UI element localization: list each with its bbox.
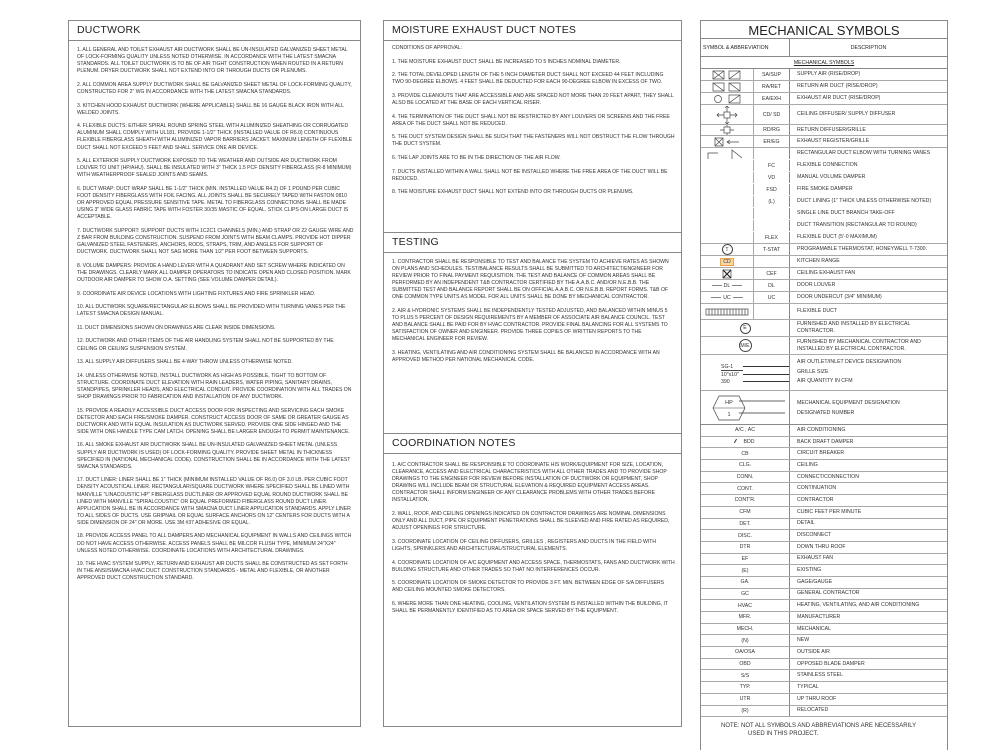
- symbol-row: [701, 268, 947, 280]
- symbol-abbreviation: VD: [754, 172, 790, 183]
- abbreviation-description: CONNECT/CONNECTION: [797, 473, 859, 480]
- abbreviation-row: [701, 706, 947, 718]
- equipment-row: [701, 391, 947, 425]
- air-device-symbol: [701, 355, 790, 390]
- duct-elbow-icon: [701, 148, 754, 159]
- abbreviation: [701, 647, 790, 658]
- abbreviation-rows: [701, 425, 947, 717]
- symbol-text: M/E: [739, 339, 752, 352]
- abbreviation-text: EF: [741, 555, 749, 562]
- symbol-description: DUCT LINING (1" THICK UNLESS OTHERWISE NOTED): [797, 198, 932, 204]
- note-item: 2. THE TOTAL DEVELOPED LENGTH OF THE 5 INCH DIAMETER DUCT SHALL NOT EXCEED 44 FEET INCLUDING TWO 90-DEGREE ELBOWS. 4 FEET SHALL BE DEDUCTED FOR EACH 90-DEGREE ELBOW IN EXCESS OF TWO.: [392, 72, 664, 86]
- abbreviation: [701, 612, 790, 623]
- symbols-subheading: [701, 57, 947, 69]
- note-item: 1. ALL GENERAL AND TOILET EXHAUST AIR DUCTWORK SHALL BE UN-INSULATED GALVANIZED SHEET METAL OF LOCK-FORMING QUALITY UNLESS NOTED OTHERWISE. IN ACCORDANCE WITH THE LATEST SMACNA STANDARDS. ALL TOILET DUCTWORK IS TO BE OF AIR TIGHT CONSTRUCTION WHEN ROUTED IN A RETURN PLENUM. DRYER DUCTWORK SHALL NOT EXTEND INTO OR THROUGH DUCTS OR PLENUMS.: [77, 47, 348, 75]
- abbreviation-row: [701, 495, 947, 507]
- symbol-abbreviation: (L): [754, 196, 790, 207]
- abbreviation: [701, 460, 790, 471]
- note-item: 13. ALL SUPPLY AIR DIFFUSERS SHALL BE 4-WAY THROW UNLESS OTHERWISE NOTED.: [77, 359, 293, 366]
- symbol-row: [701, 220, 947, 232]
- column-description-header: DESCRIPTION: [850, 45, 887, 51]
- note-item: 11. DUCT DIMENSIONS SHOWN ON DRAWINGS ARE CLEAR INSIDE DIMENSIONS.: [77, 324, 276, 331]
- abbreviation-text: GA.: [740, 579, 750, 586]
- note-item: 6. WHERE MORE THAN ONE HEATING, COOLING, VENTILATION SYSTEM IS INSTALLED WITHIN THE BUILDING, IT SHALL BE PERMANENTLY IDENTIFIED AS TO AREA OR SPACE SERVED BY THE EQUIPMENT.: [392, 600, 668, 614]
- air-device-line: [721, 364, 789, 371]
- equipment-number: 1: [727, 411, 731, 418]
- symbol-row: [701, 232, 947, 244]
- symbols-subheading-text: MECHANICAL SYMBOLS: [793, 60, 855, 66]
- abbreviation: [701, 495, 790, 506]
- abbreviation: [701, 682, 790, 693]
- note-item: 3. KITCHEN HOOD EXHAUST DUCTWORK (WHERE APPLICABLE) SHALL BE 16 GAUGE BLACK IRON WITH ALL WELDED JOINTS.: [77, 102, 344, 116]
- abbreviation-text: (R): [741, 707, 749, 714]
- symbol-row: [701, 172, 947, 184]
- symbol-row: [701, 337, 947, 355]
- exhaust-air-icon: [701, 93, 754, 104]
- abbreviation: [701, 542, 790, 553]
- abbreviation: [701, 425, 790, 436]
- symbol-description: FLEXIBLE CONNECTION: [797, 162, 858, 168]
- note-item: 8. VOLUME DAMPERS: PROVIDE A HAND LEVER WITH A QUADRANT AND SET SCREW WHERE INDICATED ON THE DRAWINGS. CLEARLY MARK ALL DAMPER OPERATORS TO INDICATE OPEN AND CLOSED POSITION. MARK OUTDOOR AIR DAMPER TO SHOW O.A. SETTING (SEE VOLUME DAMPER DETAIL).: [77, 262, 351, 283]
- abbreviation-text: (N): [741, 637, 749, 644]
- note-item: 7. DUCTWORK SUPPORT: SUPPORT DUCTS WITH 1C2C1 CHANNELS (MIN.) AND STRAP OR 22 GAUGE WIRE AND Z BAR FROM BUILDING CONSTRUCTION. SUSPEND FROM JOINTS WITH BEAM CLAMPS. PROVIDE HOT DIPPER GALVANIZED STEEL FASTENERS, ANCHORS, RODS, STRAPS, TRIM, AND ANGLES FOR SUPPORT OF DUCTWORK. DUCTWORK SHALL NOT SAG MORE THAN 1/2" PER FOOT BETWEEN SUPPORTS.: [77, 227, 354, 256]
- abbreviation-text: TYP.: [739, 684, 751, 691]
- note-item: 1. CONTRACTOR SHALL BE RESPONSIBLE TO TEST AND BALANCE THE SYSTEM TO ACHIEVE RATES AS SHOWN ON PLANS AND SCHEDULES. TEST/BALANCE RESULTS SHALL BE SUBMITTED TO ARCHITECT/ENGINEER FOR REVIEW PRIOR TO FINAL PAYMENT REQUISITION. THE TEST AND BALANCE OF COMMON AREAS SHALL BE PERFORMED BY AN INDEPENDENT T&B CONTRACTOR CERTIFIED BY THE A.A.B.C. AND/OR N.E.B.B. THE SUBMITTED TEST AND BALANCE REPORT SHALL BE ON OFFICIAL A.A.B.C. OR N.E.B.B. REPORT FORMS. T&B OF ONE COMMON TYPE UNITS AS MODEL FOR ALL UNITS SHALL BE DONE BY MECHANICAL CONTRACTOR.: [392, 259, 669, 301]
- abbreviation: [701, 507, 790, 518]
- note-item: 9. COORDINATE AIR DEVICE LOCATIONS WITH LIGHTING FIXTURES AND FIRE SPRINKLER HEAD.: [77, 290, 316, 297]
- note-item: 1. THE MOISTURE EXHAUST DUCT SHALL BE INCREASED TO 5 INCHES NOMINAL DIAMETER.: [392, 58, 621, 65]
- note-item: 6. THE LAP JOINTS ARE TO BE IN THE DIRECTION OF THE AIR FLOW.: [392, 154, 561, 161]
- symbol-description: DOOR LOUVER: [797, 282, 836, 288]
- symbol-row: [701, 184, 947, 196]
- abbreviation-description: CIRCUIT BREAKER: [797, 450, 845, 457]
- note-item: 4. THE TERMINATION OF THE DUCT SHALL NOT BE RESTRICTED BY ANY LOUVERS OR SCREENS AND THE FREE AREA OF THE DUCT SHALL NOT BE REDUCED.: [392, 113, 670, 127]
- abbreviation: [701, 437, 790, 448]
- symbol-row: [701, 93, 947, 105]
- note-line: USED IN THIS PROJECT.: [748, 731, 819, 738]
- abbreviation-text: UTR: [739, 696, 751, 703]
- abbreviation-text: GC: [741, 590, 749, 597]
- abbreviation-row: [701, 694, 947, 706]
- abbreviation-description: HEATING, VENTILATING, AND AIR CONDITIONING: [797, 602, 920, 609]
- note-item: 16. ALL SMOKE EXHAUST AIR DUCTWORK SHALL BE UN-INSULATED GALVANIZED SHEET METAL (UNLESS SUPPLY AIR DUCTWORK IS USED) OF LOCK-FORMING QUALITY. PROVIDE SHEET METAL IN THICKNESS SPECIFIED IN (NATIONAL MECHANICAL CODE). CONSTRUCTION SHALL BE IN ACCORDANCE WITH THE LATEST SMACNA STANDARDS.: [77, 442, 351, 470]
- abbreviation: [701, 659, 790, 670]
- symbol-row: [701, 81, 947, 93]
- symbol-abbreviation: UC: [754, 292, 790, 303]
- abbreviation-text: MFR.: [738, 614, 752, 621]
- ceiling-exhaust-fan-icon: [701, 268, 754, 279]
- note-item: 14. UNLESS OTHERWISE NOTED, INSTALL DUCTWORK AS HIGH AS POSSIBLE, TIGHT TO BOTTOM OF STRUCTURE. COORDINATE DUCT ELEVATION WITH RAIN LEADERS, WATER PIPING, SANITARY DRAINS, STANDPIPES, SPRINKLER HEADS, AND ELECTRICAL CONDUIT. PROVIDE COORDINATION WITH ALL TRADES ON SHOP DRAWINGS PRIOR TO FABRICATION AND INSTALLATION OF ANY DUCTWORK.: [77, 372, 352, 400]
- abbreviation: [701, 635, 790, 646]
- symbols-title: MECHANICAL SYMBOLS: [701, 21, 947, 39]
- note-item: 10. ALL DUCTWORK SQUARE/RECTANGULAR ELBOWS SHALL BE PROVIDED WITH TURNING VANES PER THE LATEST SMACNA DESIGN MANUAL.: [77, 304, 346, 318]
- symbol-row: [701, 160, 947, 172]
- symbol-cell: [701, 232, 754, 243]
- air-device-designation: SG-1: [721, 364, 743, 371]
- symbol-row: [701, 256, 947, 268]
- abbreviation-row: [701, 472, 947, 484]
- note-item: 5. COORDINATE LOCATION OF SMOKE DETECTOR TO PROVIDE 3 FT. MIN. BETWEEN EDGE OF S/A DIFFUSERS AND CEILING MOUNTED SMOKE DETECTORS.: [392, 580, 665, 594]
- abbreviation: [701, 624, 790, 635]
- note-item: 8. THE MOISTURE EXHAUST DUCT SHALL NOT EXTEND INTO OR THROUGH DUCTS OR PLENUMS.: [392, 189, 634, 196]
- desc: AIR QUANTITY IN CFM: [797, 378, 853, 385]
- flexible-duct-icon: [701, 304, 754, 319]
- symbol-text: E: [740, 323, 751, 334]
- symbol-abbreviation: [754, 208, 790, 219]
- ductwork-panel: [68, 20, 361, 727]
- abbreviation-text: MECH.: [736, 626, 754, 633]
- kitchen-range-icon: [701, 256, 754, 267]
- testing-notes: [384, 253, 681, 364]
- note-item: 3. PROVIDE CLEANOUTS THAT ARE ACCESSIBLE AND ARE SPACED NOT MORE THAN 20 FEET APART, THEY SHALL ALSO BE LOCATED AT THE BASE OF EACH VERTICAL RISER.: [392, 92, 674, 106]
- note-item: 5. THE DUCT SYSTEM DESIGN SHALL BE SUCH THAT THE FASTENERS WILL NOT OBSTRUCT THE FLOW THROUGH THE DUCT SYSTEM.: [392, 134, 675, 148]
- note-item: 18. PROVIDE ACCESS PANEL TO ALL DAMPERS AND MECHANICAL EQUIPMENT IN WALLS AND CEILINGS WITCH DO NOT HAVE ACCESS OTHERWISE. ACCESS PANELS SHALL BE MILCOR FLUSH TYPE, MINIMUM 24"X24" UNLESS NOTED OTHERWISE. COORDINATE LOCATIONS WITH ARCHITECTURAL DRAWINGS.: [77, 533, 352, 554]
- abbreviation-description: DETAIL: [797, 520, 815, 527]
- note-item: 2. AIR & HYDRONIC SYSTEMS SHALL BE INDEPENDENTLY TESTED ADJUSTED, AND BALANCED WITHIN MINUS 5 TO PLUS 5 PERCENT OF DESIGN REQUIREMENTS BY A MEMBER OF ASSOCIATE AIR BALANCE COUNCIL. TEST AND BALANCE SHALL BE PAID FOR BY HVAC CONTRACTOR. PROVIDE FINAL BALANCING FOR ALL SYSTEMS TO SATISFACTION OF OWNER AND ENGINEER. PROVIDE THREE COPIES OF WRITTEN REPORTS TO THE MECHANICAL ENGINEER FOR REVIEW.: [392, 308, 668, 343]
- door-undercut-icon: [701, 292, 754, 303]
- abbreviation-row: [701, 612, 947, 624]
- abbreviation-row: [701, 647, 947, 659]
- symbol-cell: [701, 160, 754, 171]
- abbreviation-description: MECHANICAL: [797, 625, 832, 632]
- abbreviation-description: BACK DRAFT DAMPER: [797, 438, 854, 445]
- abbreviation-row: [701, 425, 947, 437]
- abbreviation: [701, 670, 790, 681]
- abbreviation: [701, 694, 790, 705]
- air-device-grille-size: 10"x10": [721, 371, 739, 378]
- note-item: 15. PROVIDE A READILY ACCESSIBLE DUCT ACCESS DOOR FOR INSPECTING AND SERVICING EACH SMOKE DETECTOR AND EACH FIRE/SMOKE DAMPER. CONSTRUCT ACCESS DOOR OF SAME OR GREATER GAUGE AS DUCTWORK AND WITH EQUAL INSULATION AS DUCTWORK SERVED. PROVIDE ONE SIDE HINGED AND THE SIDE WITH ONE HANDLE TYPE CAM LATCH. OPENING SHALL BE LARGER ENOUGH TO PERMIT MAINTENANCE.: [77, 407, 350, 435]
- symbol-description: SUPPLY AIR (RISE/DROP): [797, 71, 861, 77]
- equipment-hexagon-icon: [701, 391, 790, 424]
- symbol-description: FURNISHED AND INSTALLED BY ELECTRICAL CONTRACTOR.: [797, 321, 911, 334]
- note-item: 3. COORDINATE LOCATION OF CEILING DIFFUSERS, GRILLES , REGISTERS AND DUCTS IN THE FIELD WITH LIGHTS, SPRINKLERS AND ARCHITECTURAL/STRUCTURAL ELEMENTS.: [392, 538, 657, 552]
- symbol-row: [701, 304, 947, 320]
- symbol-text: CD: [720, 258, 734, 266]
- symbol-row: [701, 148, 947, 160]
- ductwork-notes: [69, 41, 360, 583]
- symbol-abbreviation: FSD: [754, 184, 790, 195]
- leader-arrow-icon: [743, 381, 789, 382]
- symbol-abbreviation: CEF: [754, 268, 790, 279]
- abbreviation-description: GAGE/GAUGE: [797, 578, 833, 585]
- abbreviation-description: DOWN THRU ROOF: [797, 543, 846, 550]
- symbol-abbreviation: [754, 148, 790, 159]
- abbreviation-description: AIR CONDITIONING: [797, 426, 846, 433]
- abbreviation-description: CONTRACTOR: [797, 496, 834, 503]
- symbol-row: [701, 105, 947, 125]
- note-line: NOTE: NOT ALL SYMBOLS AND ABBREVIATIONS ARE NECESSARILY: [721, 723, 917, 730]
- note-item: 5. ALL EXTERIOR SUPPLY DUCTWORK EXPOSED TO THE WEATHER AND OUTSIDE AIR DUCTWORK FROM LOUVER TO UNIT (HP/AHU). SHALL BE INSULATED WITH 3" THICK 1.5 PCF DENSITY FIBERGLASS (R-8 MINIMUM) WITH WEATHERPROOF SEALED JOINTS AND SEAMS.: [77, 158, 352, 179]
- symbols-note: [701, 717, 947, 738]
- return-diffuser-icon: [701, 125, 754, 135]
- abbreviation: [701, 519, 790, 530]
- abbreviation-description: OPPOSED BLADE DAMPER: [797, 660, 865, 667]
- note-item: 12. DUCTWORK AND OTHER ITEMS OF THE AIR HANDLING SYSTEM SHALL NOT BE SUPPORTED BY THE CEILING OR CEILING SUSPENSION SYSTEM.: [77, 338, 334, 352]
- abbreviation-text: CONT.: [737, 485, 753, 492]
- symbol-description: FIRE SMOKE DAMPER: [797, 186, 853, 192]
- abbreviation-row: [701, 635, 947, 647]
- symbol-abbreviation: SA/SUP: [754, 69, 790, 80]
- abbreviation-row: [701, 554, 947, 566]
- abbreviation-text: CONN.: [736, 474, 754, 481]
- column-symbol-header: SYMBOL & ABBREVIATION: [701, 39, 790, 56]
- abbreviation-text: A/C , AC: [735, 427, 755, 434]
- testing-section: [384, 232, 681, 371]
- equipment-label: HP: [725, 399, 733, 406]
- symbol-row: [701, 292, 947, 304]
- symbol-description: RETURN DIFFUSER/GRILLE: [797, 126, 866, 133]
- abbreviation-description: RELOCATED: [797, 707, 829, 714]
- symbol-description: DOOR UNDERCUT (3/4" MINIMUM): [797, 294, 882, 300]
- air-device-line: [721, 372, 789, 378]
- note-item: 1. A/C CONTRACTOR SHALL BE RESPONSIBLE TO COORDINATE HIS WORK/EQUIPMENT FOR SIZE, LOCATION, CLEARANCE, ACCESS AND ELECTRICAL CHARACTERISTICS WITH ALL OTHER TRADES AND TO PROVIDE SHOP DRAWINGS TO THE ENGINEER FOR REVIEW BEFORE INSTALLATION OF DUCTWORK OR EQUIPMENT, SHOP DRAWING WILL INCLUDE BEAM OR STRUCTURAL ELEVATION & REQUIRED EQUIPMENT ACCESS AREAS. CONTRACTOR SHALL INFORM ENGINEER OF ANY CLEARANCE PROBLEMS WITH OTHER TRADES BEFORE INSTALLATION.: [392, 462, 667, 504]
- equipment-descriptions: [790, 391, 947, 424]
- mechanical-symbols-panel: [700, 20, 948, 750]
- abbreviation-row: [701, 589, 947, 601]
- abbreviation-text: CONT'R.: [734, 497, 756, 504]
- symbol-description: CEILING DIFFUSER/ SUPPLY DIFFUSER: [797, 111, 896, 117]
- moisture-notes: [384, 41, 681, 196]
- symbol-text: DL: [712, 283, 743, 289]
- abbreviation-row: [701, 448, 947, 460]
- abbreviation-description: UP THRU ROOF: [797, 695, 837, 702]
- abbreviation-text: BDD: [743, 439, 755, 446]
- abbreviation-description: TYPICAL: [797, 683, 819, 690]
- symbol-row: [701, 125, 947, 136]
- symbol-description: EXHAUST AIR DUCT (RISE/DROP): [797, 95, 881, 101]
- desc: DESIGNATED NUMBER: [797, 409, 855, 416]
- symbol-row: [701, 280, 947, 292]
- moisture-section: [384, 21, 681, 203]
- symbol-abbreviation: [754, 220, 790, 231]
- symbol-description: FLEXIBLE DUCT: [797, 308, 838, 314]
- symbol-cell: [701, 172, 754, 183]
- supply-air-icon: [701, 69, 754, 80]
- abbreviation: [701, 448, 790, 459]
- symbol-description: KITCHEN RANGE: [797, 258, 840, 264]
- abbreviation: [701, 600, 790, 611]
- abbreviation-row: [701, 600, 947, 612]
- abbreviation-description: CONTINUATION: [797, 485, 837, 492]
- desc: MECHANICAL EQUIPMENT DESIGNATION: [797, 399, 900, 406]
- abbreviation-text: HVAC: [737, 602, 753, 609]
- note-item: 2. WALL, ROOF, AND CEILING OPENINGS INDICATED ON CONTRACTOR DRAWINGS ARE NOMINAL DIMENSIONS ONLY AND ALL DUCT, PIPE OR EQUIPMENT PENETRATIONS SHALL BE SLEEVED AND FIRE RATED AS REQUIRED, ADJUST OPENINGS FOR STRUCTURE.: [392, 511, 670, 532]
- coordination-heading: COORDINATION NOTES: [384, 434, 681, 454]
- moisture-heading: MOISTURE EXHAUST DUCT NOTES: [384, 21, 681, 41]
- symbol-cell: [701, 220, 754, 231]
- symbols-column-headers: [701, 39, 947, 57]
- notes-panel: [383, 20, 682, 727]
- abbreviation-description: DISCONNECT: [797, 532, 832, 539]
- ductwork-heading: DUCTWORK: [69, 21, 360, 41]
- symbol-description: PROGRAMABLE THERMOSTAT, HONEYWELL T-7300.: [797, 246, 928, 252]
- symbol-description: FURNISHED BY MECHANICAL CONTRACTOR AND INSTALLED BY ELECTRICAL CONTRACTOR.: [797, 338, 921, 352]
- note-item: 19. THE HVAC SYSTEM SUPPLY, RETURN AND EXHAUST AIR DUCTS SHALL BE CONSTRUCTED AS SET FORTH IN THE ANSI/SMACNA HVAC DUCT CONSTRUCTION STANDARDS - METAL AND FLEXIBLE, OR ANOTHER APPROVED DUCT CONSTRUCTION STANDARD.: [77, 561, 348, 582]
- coordination-notes: [384, 454, 681, 615]
- symbol-cell: [701, 196, 754, 207]
- symbol-row: [701, 208, 947, 220]
- symbol-cell: [701, 208, 754, 219]
- abbreviation: [701, 483, 790, 494]
- return-air-icon: [701, 81, 754, 92]
- abbreviation-row: [701, 659, 947, 671]
- ceiling-diffuser-icon: [701, 105, 754, 124]
- symbol-description: RETURN AIR DUCT (RISE/DROP): [797, 83, 878, 89]
- symbol-row: [701, 244, 947, 256]
- abbreviation-row: [701, 565, 947, 577]
- symbol-row: [701, 196, 947, 208]
- symbol-text: T: [722, 244, 733, 255]
- symbol-abbreviation: T-STAT: [754, 244, 790, 255]
- abbreviation-description: NEW: [797, 637, 810, 644]
- abbreviation-text: DET.: [739, 520, 751, 527]
- abbreviation-row: [701, 577, 947, 589]
- symbol-abbreviation: [754, 256, 790, 267]
- symbol-description: EXHAUST REGISTER/GRILLE: [797, 138, 870, 144]
- abbreviation: [701, 565, 790, 576]
- symbol-description: SINGLE LINE DUCT BRANCH TAKE-OFF: [797, 210, 895, 216]
- symbol-description: RECTANGULAR DUCT ELBOW WITH TURNING VANES: [797, 150, 931, 156]
- abbreviation-description: EXHAUST FAN: [797, 555, 833, 562]
- note-item: 2. ALL COMMON AREA SUPPLY DUCTWORK SHALL BE GALVANIZED SHEET METAL OF LOCK-FORMING QUALITY, CONSTRUCTED FOR 2" WG IN ACCORDANCE WITH THE LATEST SMACNA STANDARDS.: [77, 81, 352, 95]
- thermostat-icon: [701, 244, 754, 255]
- abbreviation-text: DTR: [739, 544, 751, 551]
- abbreviation-text: CB: [741, 450, 749, 457]
- electrical-contractor-icon: [701, 320, 790, 336]
- abbreviation-text: CFM: [739, 509, 751, 516]
- abbreviation-row: [701, 460, 947, 472]
- abbreviation-description: EXISTING: [797, 567, 822, 574]
- desc: AIR OUTLET/INLET DEVICE DESIGNATION: [797, 359, 902, 366]
- abbreviation-text: DISC.: [738, 532, 752, 539]
- air-device-cfm: 390: [721, 378, 730, 385]
- symbol-abbreviation: [754, 304, 790, 319]
- abbreviation-description: OUTSIDE AIR: [797, 648, 830, 655]
- leader-arrow-icon: [743, 374, 789, 375]
- abbreviation: [701, 472, 790, 483]
- air-device-row: [701, 355, 947, 391]
- symbol-abbreviation: RD/RG: [754, 125, 790, 135]
- abbreviation-description: CEILING: [797, 461, 818, 468]
- abbreviation-row: [701, 670, 947, 682]
- abbreviation-row: [701, 624, 947, 636]
- symbol-cell: [701, 184, 754, 195]
- symbol-abbreviation: RA/RET: [754, 81, 790, 92]
- symbol-row: [701, 136, 947, 148]
- testing-heading: TESTING: [384, 233, 681, 253]
- leader-arrow-icon: [743, 366, 789, 367]
- abbreviation-row: [701, 682, 947, 694]
- abbreviation-row: [701, 530, 947, 542]
- symbol-description: CEILING EXHAUST FAN: [797, 270, 856, 276]
- air-device-line: [721, 379, 789, 385]
- abbreviation-row: [701, 437, 947, 449]
- symbol-description: MANUAL VOLUME DAMPER: [797, 174, 866, 180]
- abbreviation-description: GENERAL CONTRACTOR: [797, 590, 860, 597]
- note-item: 7. DUCTS INSTALLED WITHIN A WALL SHALL NOT BE INSTALLED WHERE THE FREE AREA OF THE DUCT WILL BE REDUCED.: [392, 168, 668, 182]
- abbreviation-row: [701, 507, 947, 519]
- mech-elec-icon: [701, 337, 790, 354]
- abbreviation-text: CLG.: [738, 462, 752, 469]
- abbreviation-row: [701, 542, 947, 554]
- abbreviation: [701, 530, 790, 541]
- note-item: CONDITIONS OF APPROVAL:: [392, 45, 463, 51]
- abbreviation-text: S/S: [740, 672, 750, 679]
- symbol-description: FLEXIBLE DUCT (5'-0 MAXIMUM): [797, 234, 877, 240]
- door-louver-icon: [701, 280, 754, 291]
- abbreviation-description: CUBIC FEET PER MINUTE: [797, 508, 862, 515]
- note-item: 17. DUCT LINER: LINER SHALL BE 1" THICK (MINIMUM INSTALLED VALUE OF R6.0) OF 3.0 LB. PER CUBIC FOOT DENSITY ACOUSTICAL LINER. RECTANGULAR/SQUARE DUCTWORK WHERE SPECIFIED SHALL BE LINED WITH MANVILLE "LINACOUSTIC HP" FIBERGLASS DUCTLINER OR APPROVED EQUAL ROUND DUCTWORK SHALL BE LINED WITH MANVILLE "SPIRALCOUSTIC" OR EQUAL PREFORMED FIBERGLASS ROUND DUCT LINER. APPLICATION SHALL BE IN ACCORDANCE WITH SMACNA DUCT LINER APPLICATION STANDARDS. APPLY LINER TO ALL SIDES OF DUCTS. USE GRIPNAIL OR EQUAL SURFACE ANCHORS ON 12" CENTERS FOR DUCTS WITH A SIDE DIMENSION OF 24" OR MORE. USE 3M #37 ADHESIVE OR EQUAL.: [77, 477, 351, 526]
- abbreviation: [701, 554, 790, 565]
- abbreviation-text: (E): [741, 567, 749, 574]
- coordination-section: [384, 433, 681, 622]
- symbol-text: UC: [711, 295, 743, 301]
- symbol-row: [701, 320, 947, 337]
- symbol-description: DUCT TRANSITION (RECTANGULAR TO ROUND): [797, 222, 917, 228]
- note-item: 4. COORDINATE LOCATION OF A/C EQUIPMENT AND ACCESS SPACE, THERMOSTATS, FANS AND DUCTWORK WITH BUILDING STRUCTURE AND OTHER TRADES SO THAT NO INTERFERENCES OCCUR.: [392, 559, 675, 573]
- symbol-abbreviation: EA/EXH: [754, 93, 790, 104]
- note-item: 4. FLEXIBLE DUCTS: EITHER SPIRAL ROUND SPRING STEEL WITH ALUMINIZED SHEATHING OR CORRUGATED ALUMINUM SHALL COMPLY WITH UL181. PROVIDE 1-1/2" THICK (INSTALLED VALUE OF R6.0) CONTINUOUS FLEXIBLE FIBERGLASS SHEATH WITH ALUMINIZED VAPOR BARRIERS JACKET. MAXIMUM LENGTH OF FLEXIBLE DUCT SHALL NOT EXCEED 5 FEET AND SHALL SERVICE ONE AIR DEVICE.: [77, 123, 353, 151]
- symbol-rows: [701, 69, 947, 355]
- symbol-abbreviation: FC: [754, 160, 790, 171]
- symbol-abbreviation: ER/EG: [754, 136, 790, 147]
- desc: GRILLE SIZE: [797, 368, 829, 375]
- symbol-abbreviation: CD/ SD: [754, 105, 790, 124]
- abbreviation-text: OBD: [739, 661, 751, 668]
- note-item: 3. HEATING, VENTILATING AND AIR CONDITIONING SYSTEM SHALL BE BALANCED IN ACCORDANCE WITH AN APPROVED METHOD PER NATIONAL MECHANICAL CODE.: [392, 350, 660, 364]
- symbol-row: [701, 69, 947, 81]
- abbreviation: [701, 577, 790, 588]
- air-device-descriptions: [790, 355, 947, 390]
- abbreviation-text: OA/OSA: [735, 649, 755, 656]
- symbol-abbreviation: FLEX: [754, 232, 790, 243]
- note-item: 6. DUCT WRAP: DUCT WRAP SHALL BE 1-1/2" THICK (MIN. INSTALLED VALUE R4.2) OF 1 POUND PER CUBIC FOOT DENSITY FIBERGLASS WITH FOIL FACING. ALL JOINTS SHALL BE SECURELY TAPED WITH FASTON 0810 OR APPROVED EQUAL PRESSURE SENSITIVE TAPE. METAL TO FIBERGLASS CONNECTIONS SHALL BE MADE USING 3" WIDE GLASS FABRIC TAPE WITH FOSTER 30/35 MASTIC OF EQUAL. STICK CLIPS ON LARGE DUCT IS ACCEPTABLE.: [77, 185, 349, 221]
- abbreviation: [701, 706, 790, 717]
- abbreviation: [701, 589, 790, 600]
- abbreviation-description: MANUFACTURER: [797, 613, 841, 620]
- abbreviation-description: STAINLESS STEEL: [797, 672, 844, 679]
- abbreviation-row: [701, 483, 947, 495]
- exhaust-register-icon: [701, 136, 754, 147]
- symbol-abbreviation: DL: [754, 280, 790, 291]
- abbreviation-row: [701, 519, 947, 531]
